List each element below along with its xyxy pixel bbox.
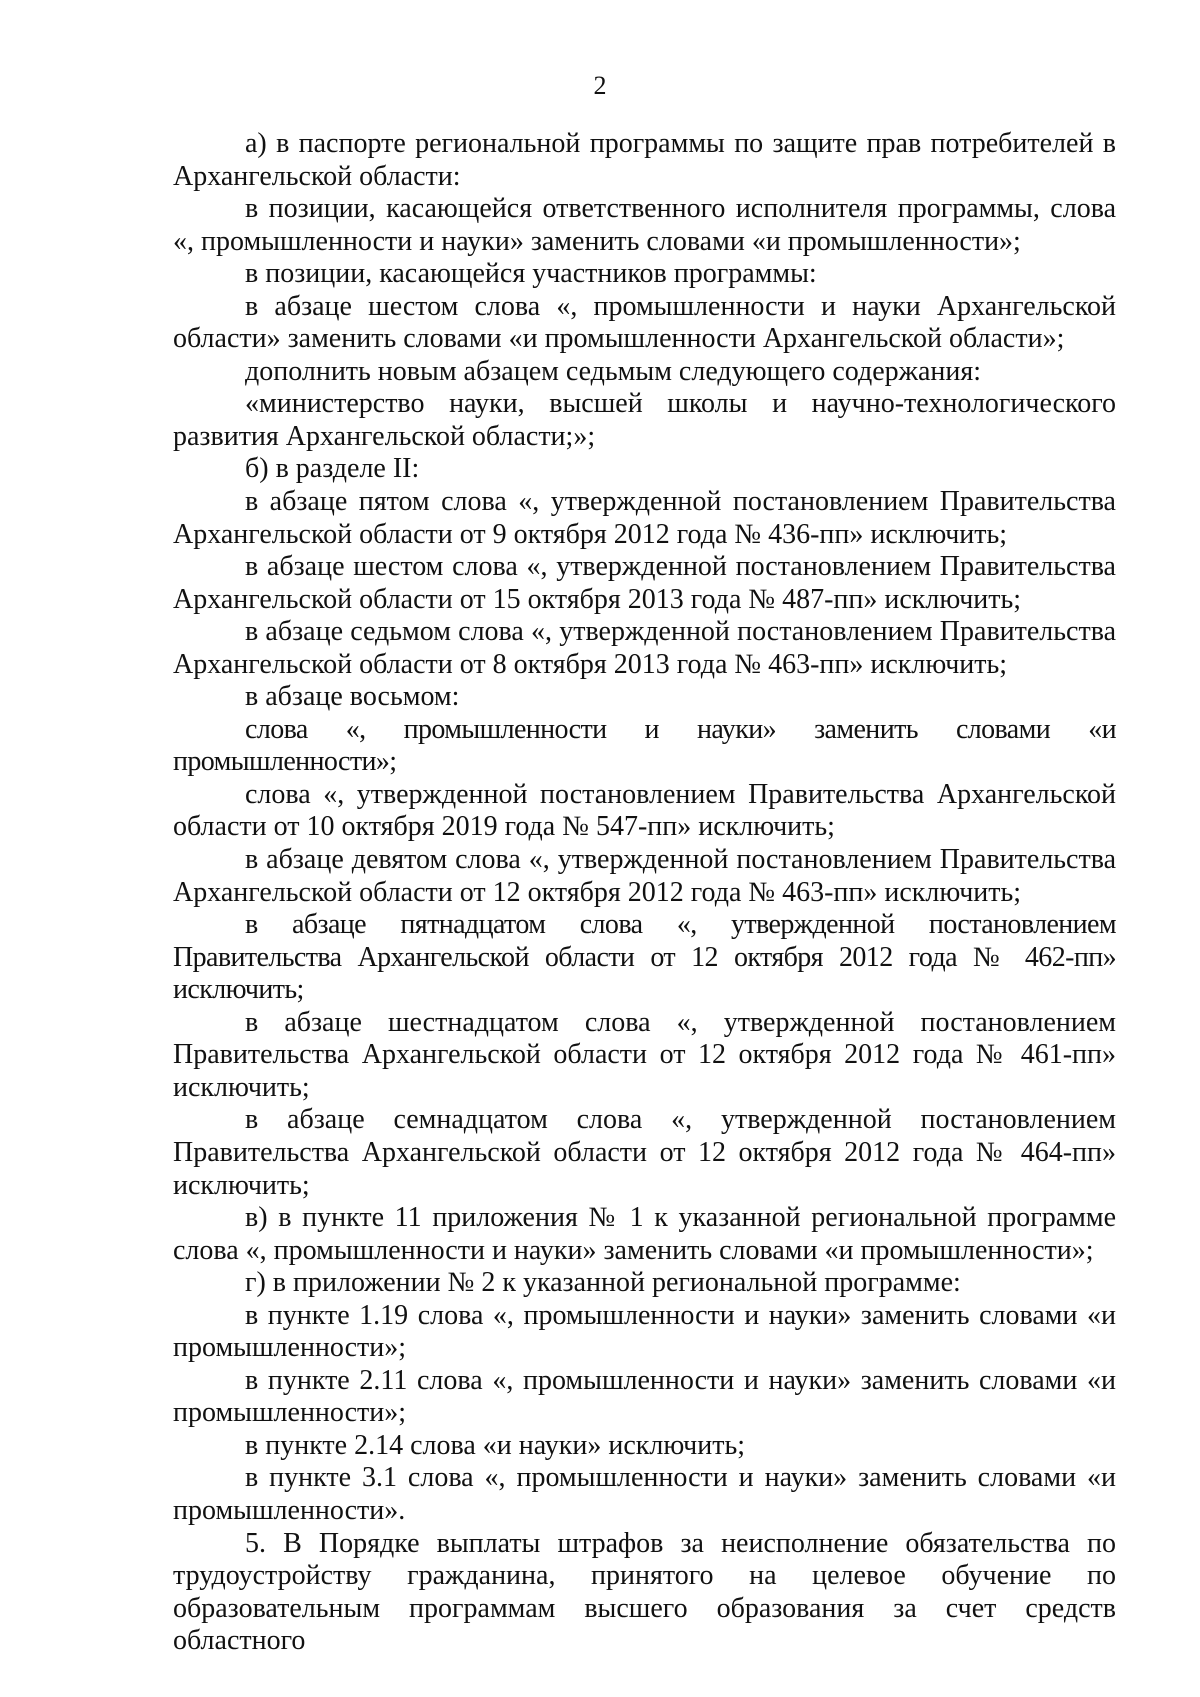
paragraph-point-3-1: в пункте 3.1 слова «, промышленности и науки» заменить словами «и промышленности». [173,1462,1116,1526]
paragraph-b-section: б) в разделе II: [245,453,420,485]
paragraph-sixth-abzac-2: в абзаце шестом слова «, утвержденной постановлением Правительства Архангельской области от 15 октября 2013 года № 487-пп» исключить; [173,551,1116,615]
paragraph-participants: в позиции, касающейся участников программы: [245,258,817,290]
paragraph-seventeenth-abzac: в абзаце семнадцатом слова «, утвержденной постановлением Правительства Архангельской области от 12 октября 2012 года № 464-пп» исключить; [173,1104,1116,1201]
paragraph-point-2-14: в пункте 2.14 слова «и науки» исключить; [245,1429,746,1461]
paragraph-5-fines-order: 5. В Порядке выплаты штрафов за неисполнение обязательства по трудоустройству гражданина, принятого на целевое обучение по образовательным программам высшего образования за счет средств областного [173,1527,1116,1657]
paragraph-sixteenth-abzac: в абзаце шестнадцатом слова «, утвержденной постановлением Правительства Архангельской области от 12 октября 2012 года № 461-пп» исключить; [173,1006,1116,1103]
paragraph-v-appendix-1: в) в пункте 11 приложения № 1 к указанной региональной программе слова «, промышленности и науки» заменить словами «и промышленности»; [173,1202,1116,1266]
paragraph-eighth-abzac: в абзаце восьмом: [245,681,460,713]
paragraph-responsible-executor: в позиции, касающейся ответственного исполнителя программы, слова «, промышленности и науки» заменить словами «и промышленности»; [173,193,1116,257]
document-body [173,128,1116,1658]
paragraph-ministry-quote: «министерство науки, высшей школы и научно-технологического развития Архангельской области;»; [173,388,1116,452]
paragraph-fifth-abzac: в абзаце пятом слова «, утвержденной постановлением Правительства Архангельской области от 9 октября 2012 года № 436-пп» исключить; [173,486,1116,550]
paragraph-seventh-abzac: в абзаце седьмом слова «, утвержденной постановлением Правительства Архангельской области от 8 октября 2013 года № 463-пп» исключить; [173,616,1116,680]
paragraph-words-replace: слова «, промышленности и науки» заменить словами «и промышленности»; [173,713,1116,778]
paragraph-point-1-19: в пункте 1.19 слова «, промышленности и науки» заменить словами «и промышленности»; [173,1299,1116,1364]
paragraph-g-appendix-2: г) в приложении № 2 к указанной региональной программе: [245,1267,961,1299]
paragraph-add-seventh: дополнить новым абзацем седьмым следующего содержания: [245,355,982,387]
paragraph-a-passport: а) в паспорте региональной программы по защите прав потребителей в Архангельской области: [173,128,1116,192]
paragraph-ninth-abzac: в абзаце девятом слова «, утвержденной постановлением Правительства Архангельской области от 12 октября 2012 года № 463-пп» исключить; [173,844,1116,908]
paragraph-words-exclude: слова «, утвержденной постановлением Правительства Архангельской области от 10 октября 2019 года № 547-пп» исключить; [173,778,1116,843]
paragraph-sixth-abzac: в абзаце шестом слова «, промышленности и науки Архангельской области» заменить словами «и промышленности Архангельской области»; [173,290,1116,355]
paragraph-point-2-11: в пункте 2.11 слова «, промышленности и науки» заменить словами «и промышленности»; [173,1364,1116,1429]
page-number: 2 [593,71,607,100]
paragraph-fifteenth-abzac: в абзаце пятнадцатом слова «, утвержденной постановлением Правительства Архангельской области от 12 октября 2012 года № 462-пп» исключить; [173,909,1116,1006]
